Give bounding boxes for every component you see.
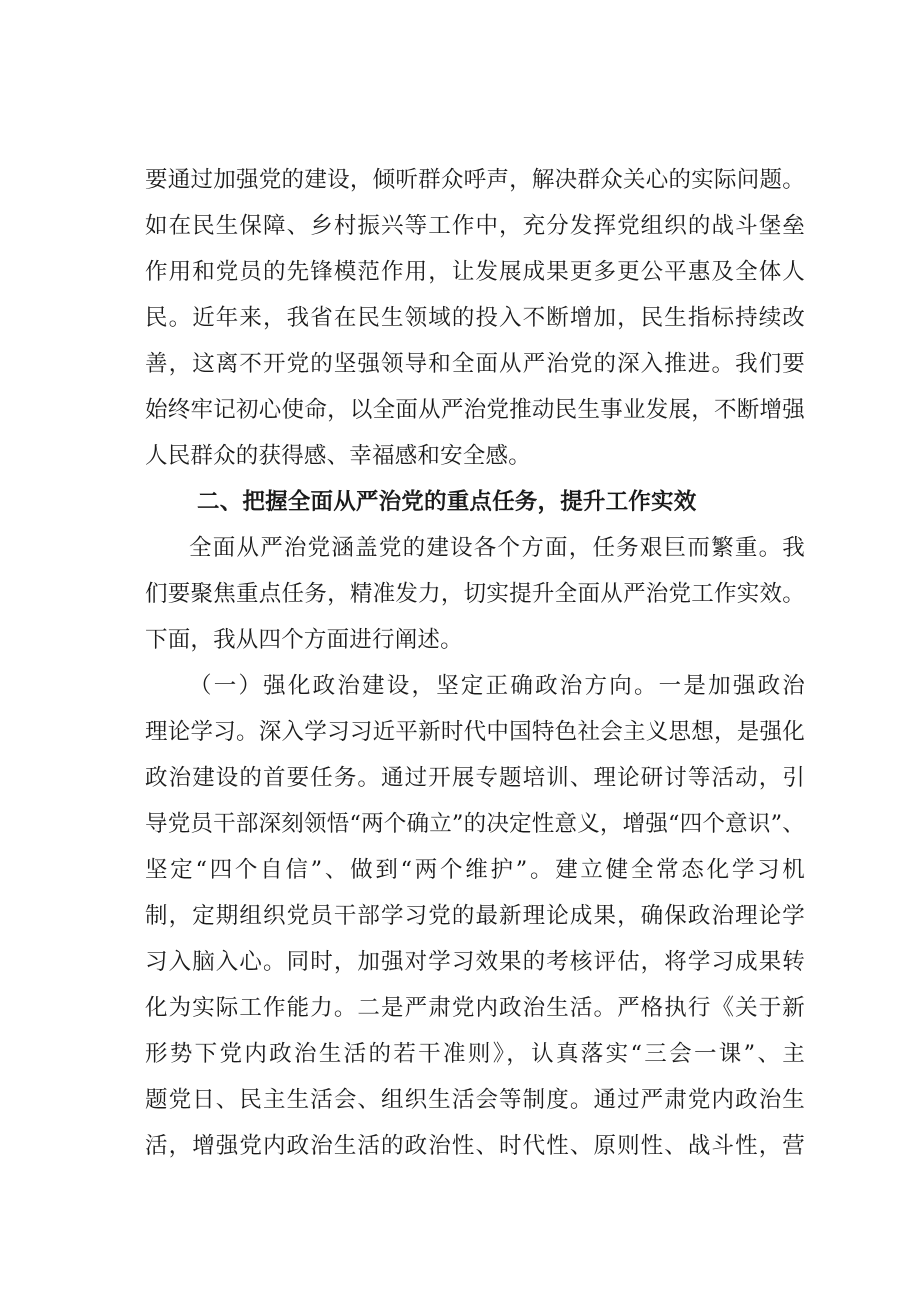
text-line: 坚定“四个自信”、做到“两个维护”。建立健全常态化学习机 (145, 857, 805, 883)
text-line: 导党员干部深刻领悟“两个确立”的决定性意义，增强“四个意识”、 (145, 811, 805, 837)
text-line: 们要聚焦重点任务，精准发力，切实提升全面从严治党工作实效。 (145, 581, 805, 607)
paragraph-1 (145, 157, 805, 479)
text-line: 形势下党内政治生活的若干准则》，认真落实“三会一课”、主 (145, 1041, 805, 1067)
text-line: 理论学习。深入学习习近平新时代中国特色社会主义思想，是强化 (145, 719, 805, 745)
text-line: 如在民生保障、乡村振兴等工作中，充分发挥党组织的战斗堡垒 (145, 213, 805, 239)
text-line: 活，增强党内政治生活的政治性、时代性、原则性、战斗性，营 (145, 1133, 805, 1159)
paragraph-3 (145, 663, 805, 1169)
text-line: 作用和党员的先锋模范作用，让发展成果更多更公平惠及全体人 (145, 259, 805, 285)
paragraph-2 (145, 525, 805, 663)
text-line: 习入脑入心。同时，加强对学习效果的考核评估，将学习成果转 (145, 949, 805, 975)
text-line: 制，定期组织党员干部学习党的最新理论成果，确保政治理论学 (145, 903, 805, 929)
document-page (145, 157, 805, 1169)
text-line: 化为实际工作能力。二是严肃党内政治生活。严格执行《关于新 (145, 995, 805, 1021)
text-line: 始终牢记初心使命，以全面从严治党推动民生事业发展，不断增强 (145, 397, 805, 423)
text-line: 善，这离不开党的坚强领导和全面从严治党的深入推进。我们要 (145, 351, 805, 377)
text-line: 人民群众的获得感、幸福感和安全感。 (145, 443, 531, 469)
text-line: 民。近年来，我省在民生领域的投入不断增加，民生指标持续改 (145, 305, 805, 331)
text-line: 题党日、民主生活会、组织生活会等制度。通过严肃党内政治生 (145, 1087, 805, 1113)
section-heading: 二、把握全面从严治党的重点任务，提升工作实效 (197, 489, 697, 515)
text-line: 政治建设的首要任务。通过开展专题培训、理论研讨等活动，引 (145, 765, 805, 791)
text-line: 要通过加强党的建设，倾听群众呼声，解决群众关心的实际问题。 (145, 167, 805, 193)
text-line: （一）强化政治建设，坚定正确政治方向。一是加强政治 (189, 673, 805, 699)
text-line: 全面从严治党涵盖党的建设各个方面，任务艰巨而繁重。我 (189, 535, 805, 561)
text-line: 下面，我从四个方面进行阐述。 (145, 627, 463, 653)
